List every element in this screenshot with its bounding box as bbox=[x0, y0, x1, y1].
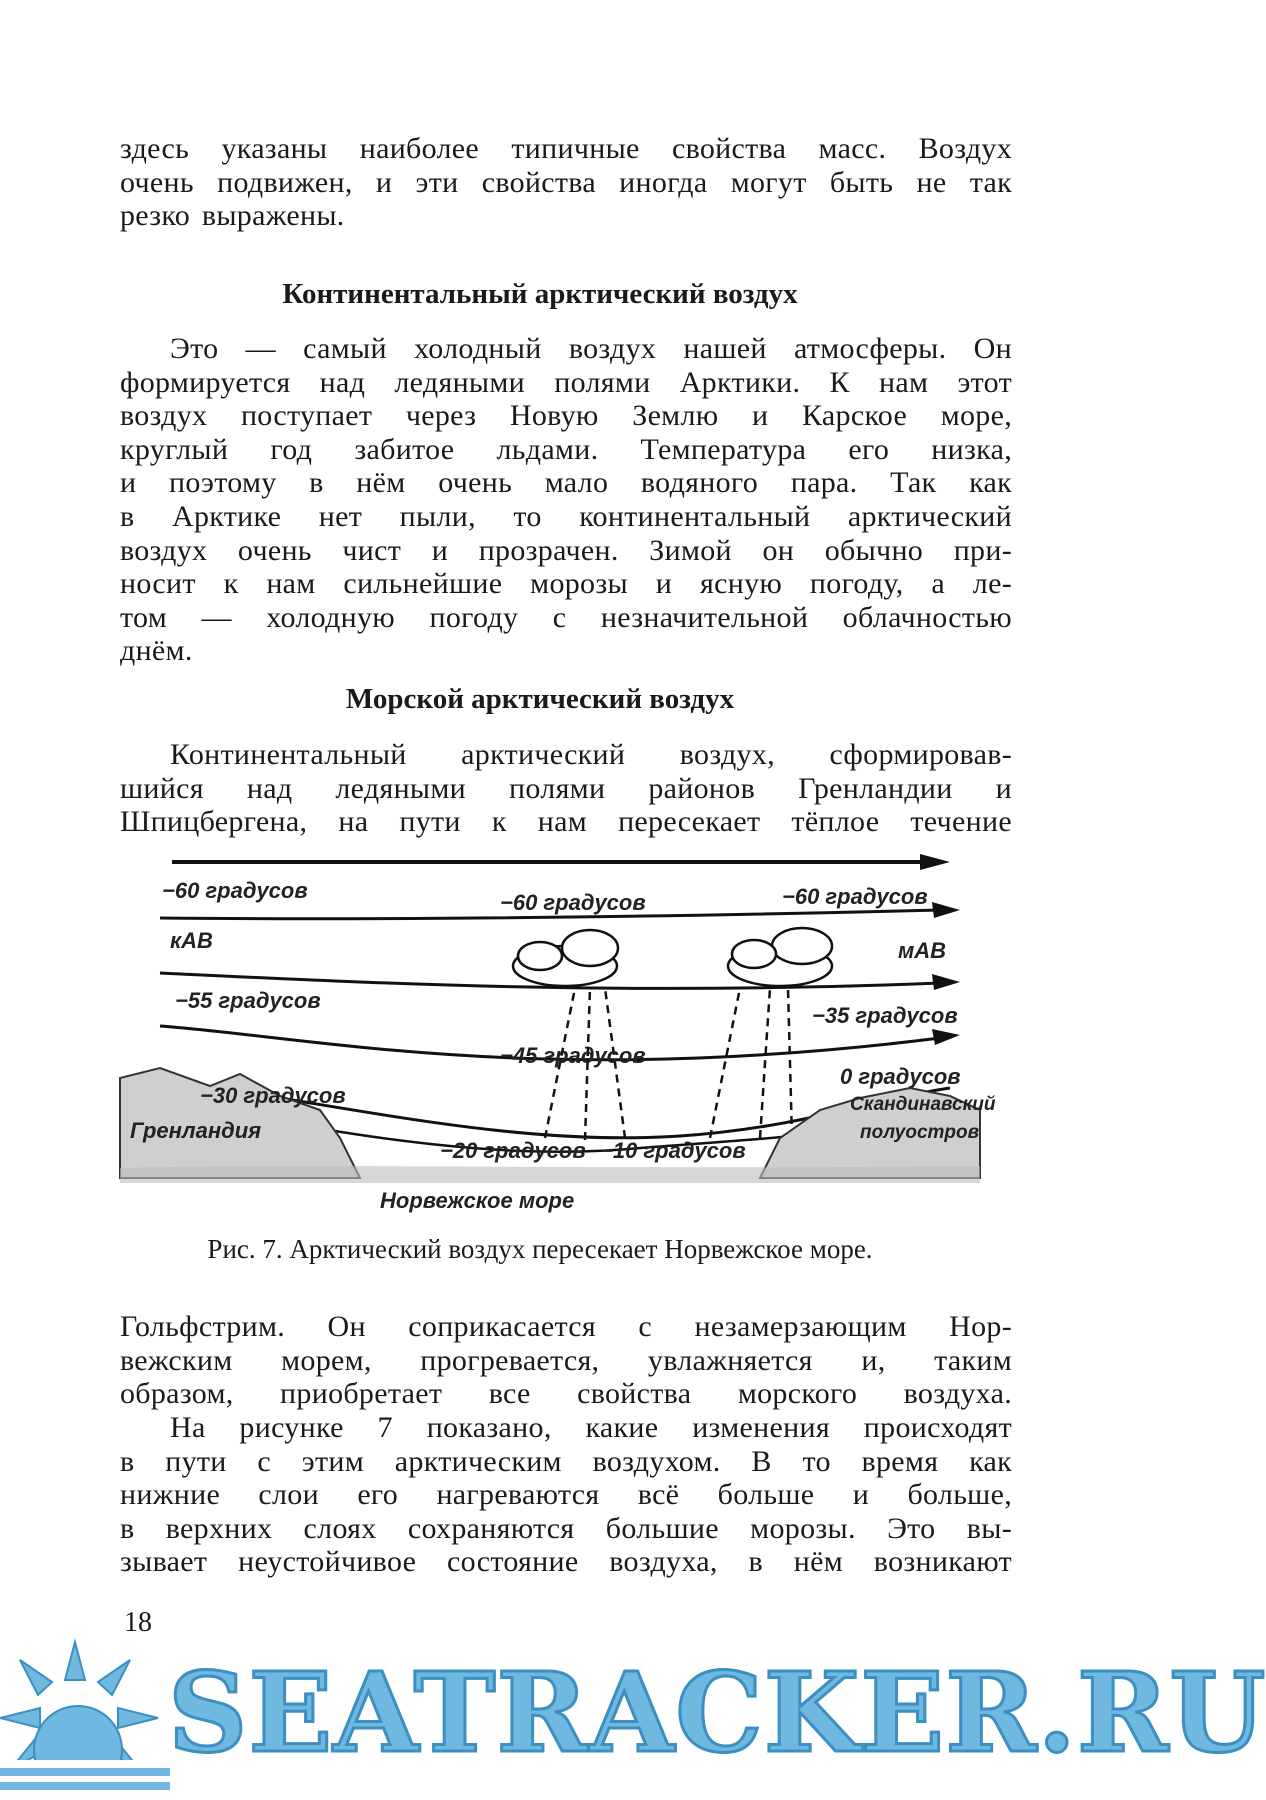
text-line: Это — самый холодный воздух нашей атмосферы. Он bbox=[170, 332, 1012, 365]
text-line: Шпицбергена, на пути к нам пересекает тёплое течение bbox=[120, 805, 1012, 839]
intro-paragraph bbox=[120, 132, 1012, 233]
text-line: зывает неустойчивое состояние воздуха, в нём возникают bbox=[120, 1545, 1012, 1579]
cloud-left bbox=[513, 930, 618, 986]
label-scandinavia-1: Скандинавский bbox=[850, 1094, 996, 1115]
figure-caption: Рис. 7. Арктический воздух пересекает Норвежское море. bbox=[207, 1234, 873, 1264]
text-line: в Арктике нет пыли, то континентальный арктический bbox=[120, 499, 1012, 533]
label-minus10: −10 градусов bbox=[600, 1138, 746, 1163]
text-line: круглый год забитое льдами. Температура его низка, bbox=[120, 432, 1012, 466]
text-line: вежским морем, прогревается, увлажняется и, таким bbox=[120, 1343, 1012, 1377]
text-line: и поэтому в нём очень мало водяного пара. Так как bbox=[120, 466, 1012, 500]
label-minus45: −45 градусов bbox=[500, 1043, 646, 1068]
text-line: образом, приобретает все свойства морского воздуха. bbox=[120, 1377, 1012, 1411]
label-mav: мАВ bbox=[898, 938, 947, 963]
text-line: нижние слои его нагреваются всё больше и больше, bbox=[120, 1478, 1012, 1512]
cloud-right bbox=[728, 928, 832, 986]
label-top-left: −60 градусов bbox=[162, 878, 308, 903]
label-greenland: Гренландия bbox=[130, 1118, 262, 1143]
label-top-mid: −60 градусов bbox=[500, 890, 646, 915]
paragraph-maritime bbox=[120, 738, 1012, 839]
label-scandinavia-2: полуостров bbox=[860, 1122, 980, 1143]
flow-arrow-1 bbox=[932, 902, 960, 918]
figure-arctic-air bbox=[120, 848, 1020, 1228]
label-zero: 0 градусов bbox=[840, 1064, 961, 1089]
label-top-right: −60 градусов bbox=[782, 884, 928, 909]
section-heading-continental: Континентальный арктический воздух bbox=[282, 278, 798, 310]
sea-surface bbox=[120, 1166, 980, 1183]
top-arrow-head bbox=[920, 854, 950, 870]
text-line: Континентальный арктический воздух, сформировав- bbox=[170, 738, 1012, 771]
text-line: На рисунке 7 показано, какие изменения происходят bbox=[170, 1411, 1012, 1444]
label-minus55: −55 градусов bbox=[175, 988, 321, 1013]
text-line: воздух очень чист и прозрачен. Зимой он обычно при- bbox=[120, 533, 1012, 567]
flow-arrow-2 bbox=[932, 974, 960, 990]
text-line: в пути с этим арктическим воздухом. В то время как bbox=[120, 1444, 1012, 1478]
label-minus20: −20 градусов bbox=[440, 1138, 586, 1163]
text-line: формируется над ледяными полями Арктики. К нам этот bbox=[120, 365, 1012, 399]
text-line: Гольфстрим. Он соприкасается с незамерзающим Нор- bbox=[120, 1310, 1012, 1343]
paragraph-gulfstream bbox=[120, 1310, 1012, 1411]
label-minus30: −30 градусов bbox=[200, 1083, 346, 1108]
text-line: резко выражены. bbox=[120, 199, 345, 233]
text-line: том — холодную погоду с незначительной облачностью bbox=[120, 600, 1012, 634]
text-line: носит к нам сильнейшие морозы и ясную погоду, а ле- bbox=[120, 567, 1012, 601]
text-line: днём. bbox=[120, 634, 193, 668]
watermark-text: SEATRACKER.RU bbox=[168, 1648, 1266, 1777]
label-minus35: −35 градусов bbox=[812, 1003, 958, 1028]
text-line: воздух поступает через Новую Землю и Карское море, bbox=[120, 399, 1012, 433]
page-number: 18 bbox=[124, 1607, 152, 1638]
flow-arrow-3 bbox=[932, 1029, 960, 1045]
label-sea: Норвежское море bbox=[380, 1188, 575, 1213]
paragraph-figure-description bbox=[120, 1411, 1012, 1579]
label-kav: кАВ bbox=[170, 928, 213, 953]
text-line: очень подвижен, и эти свойства иногда могут быть не так bbox=[120, 165, 1012, 199]
text-line: здесь указаны наиболее типичные свойства масс. Воздух bbox=[120, 132, 1012, 165]
paragraph-continental bbox=[120, 332, 1012, 668]
text-line: в верхних слоях сохраняются большие морозы. Это вы- bbox=[120, 1511, 1012, 1545]
text-line: шийся над ледяными полями районов Гренландии и bbox=[120, 771, 1012, 805]
section-heading-maritime: Морской арктический воздух bbox=[345, 683, 735, 715]
